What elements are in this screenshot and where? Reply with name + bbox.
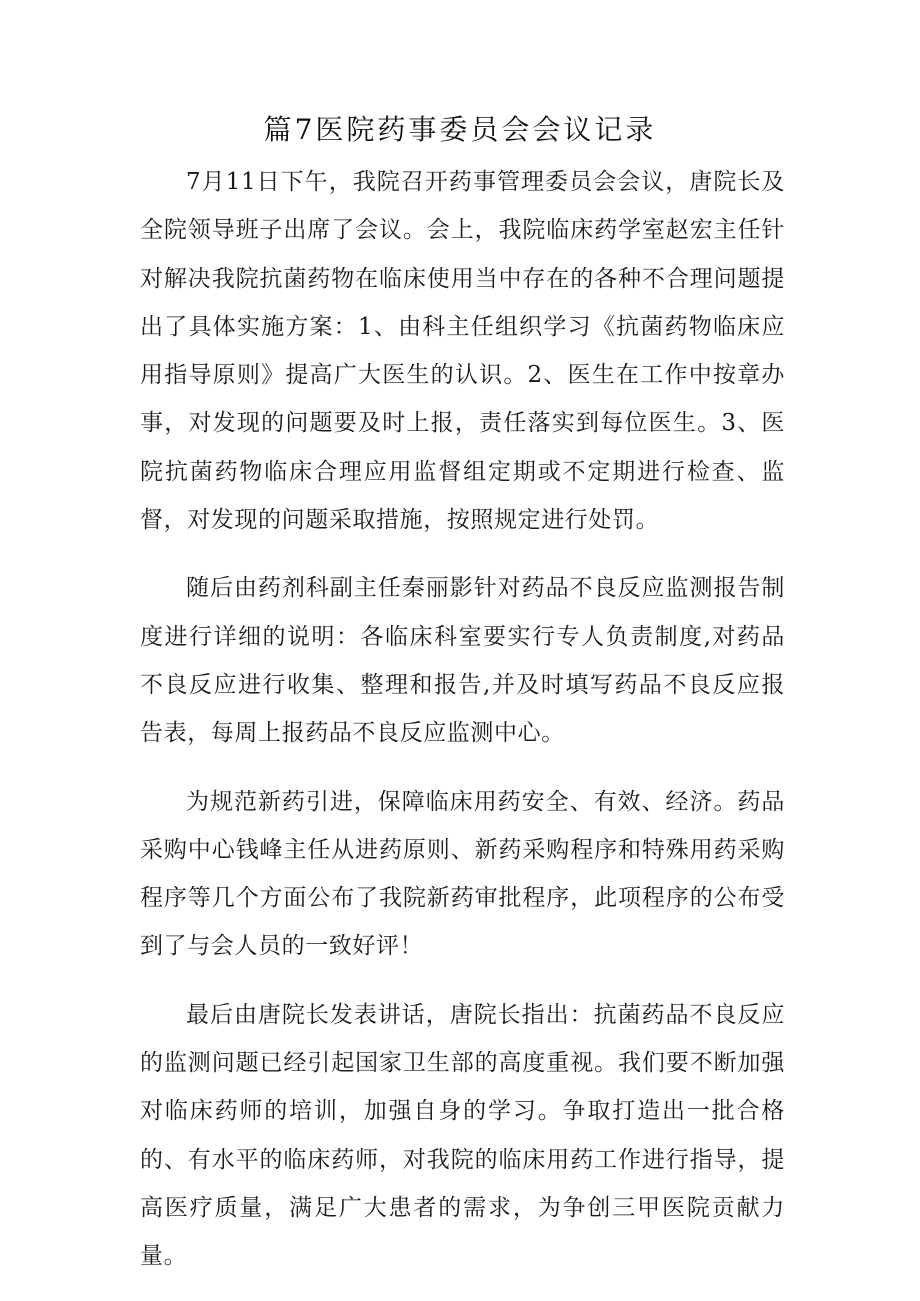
paragraph-closing-speech: 最后由唐院长发表讲话，唐院长指出：抗菌药品不良反应的监测问题已经引起国家卫生部的高度重视。我们要不断加强对临床药师的培训，加强自身的学习。争取打造出一批合格的、有水平的临床药师，对我院的临床用药工作进行指导，提高医疗质量，满足广大患者的需求，为争创三甲医院贡献力量。 <box>140 1001 785 1270</box>
document-title: 篇7医院药事委员会会议记录 <box>263 113 657 146</box>
document-body <box>140 158 785 1281</box>
paragraph-meeting-opening: 7月11日下午，我院召开药事管理委员会会议，唐院长及全院领导班子出席了会议。会上，我院临床药学室赵宏主任针对解决我院抗菌药物在临床使用当中存在的各种不合理问题提出了具体实施方案：1、由科主任组织学习《抗菌药物临床应用指导原则》提高广大医生的认识。2、医生在工作中按章办事，对发现的问题要及时上报，责任落实到每位医生。3、医院抗菌药物临床合理应用监督组定期或不定期进行检查、监督，对发现的问题采取措施，按照规定进行处罚。 <box>140 169 785 534</box>
paragraph-new-drug-procedure: 为规范新药引进，保障临床用药安全、有效、经济。药品采购中心钱峰主任从进药原则、新药采购程序和特殊用药采购程序等几个方面公布了我院新药审批程序，此项程序的公布受到了与会人员的一致好评！ <box>140 788 785 960</box>
paragraph-adverse-reaction-reporting: 随后由药剂科副主任秦丽影针对药品不良反应监测报告制度进行详细的说明：各临床科室要实行专人负责制度,对药品不良反应进行收集、整理和报告,并及时填写药品不良反应报告表，每周上报药品不良反应监测中心。 <box>140 575 785 747</box>
